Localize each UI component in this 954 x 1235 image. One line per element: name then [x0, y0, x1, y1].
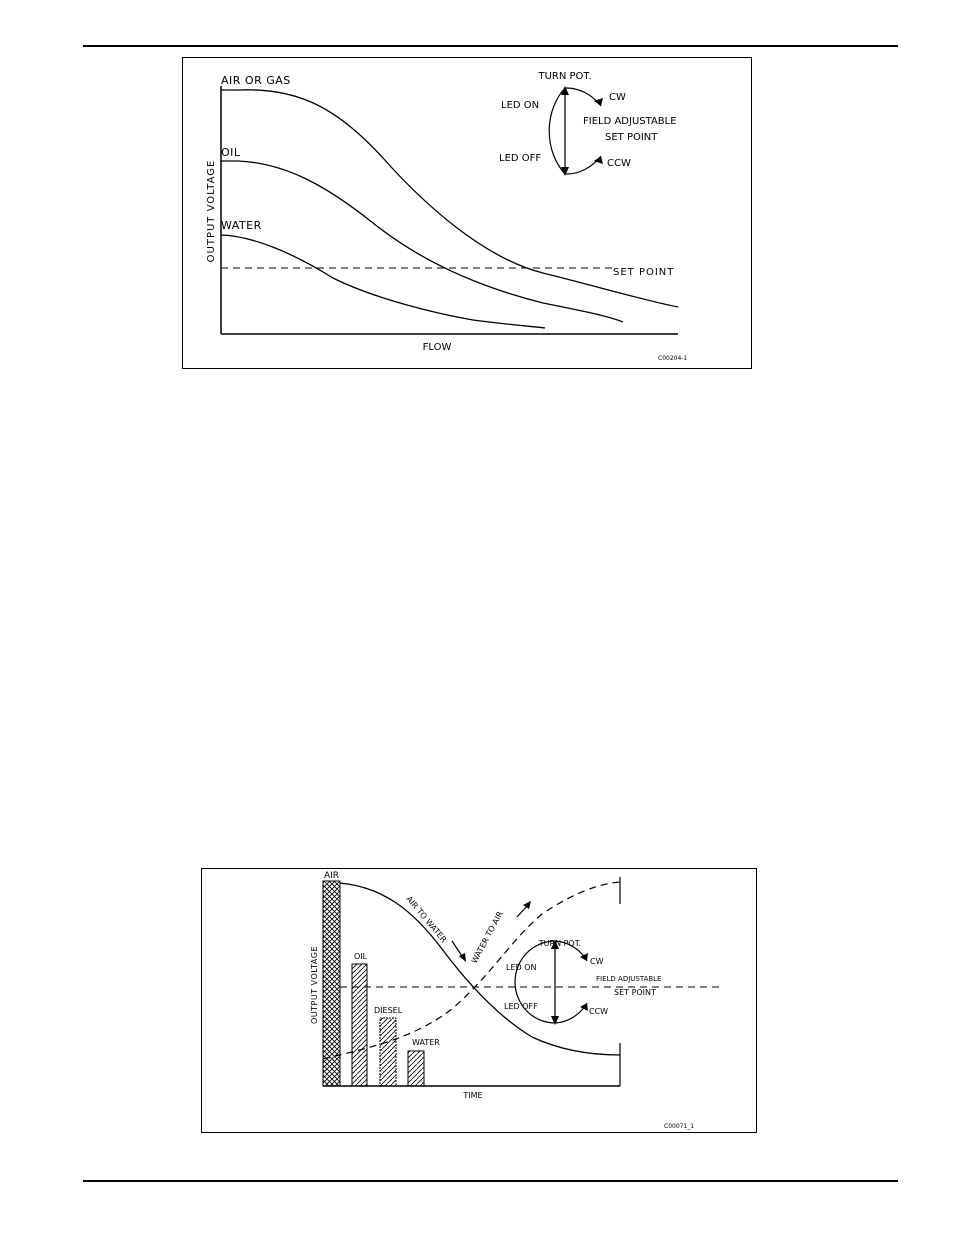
field-adjustable-label: FIELD ADJUSTABLE	[583, 116, 677, 127]
air-bar-label: AIR	[324, 871, 340, 881]
header-rule	[83, 45, 898, 47]
water-to-air-arrowhead	[523, 901, 531, 909]
oil-bar-label: OIL	[354, 952, 368, 961]
led-on-label: LED ON	[501, 100, 540, 111]
turn-pot-diagram	[504, 939, 662, 1025]
water-curve	[221, 235, 545, 328]
x-axis-label: FLOW	[422, 342, 452, 353]
pot-circle-left	[549, 88, 565, 174]
water-to-air-label: WATER TO AIR	[469, 909, 505, 965]
turn-pot-label: TURN POT.	[538, 71, 592, 82]
figure-id: C00204-1	[658, 355, 688, 362]
water-bar	[408, 1051, 424, 1086]
pot-arrow-down	[551, 1016, 559, 1025]
water-curve-label: WATER	[221, 219, 262, 232]
ccw-label: CCW	[607, 158, 631, 169]
ccw-label: CCW	[589, 1007, 609, 1016]
diesel-bar	[380, 1018, 396, 1086]
oil-bar	[352, 964, 367, 1086]
y-axis-label: OUTPUT VOLTAGE	[206, 159, 217, 263]
led-off-label: LED OFF	[504, 1002, 538, 1011]
led-off-label: LED OFF	[499, 153, 542, 164]
pot-set-point-label: SET POINT	[614, 988, 656, 997]
footer-rule	[83, 1180, 898, 1182]
ccw-arrowhead	[580, 1003, 588, 1011]
cw-label: CW	[609, 92, 626, 103]
oil-curve	[221, 161, 623, 322]
turn-pot-label: TURN POT.	[538, 939, 582, 948]
water-bar-label: WATER	[412, 1038, 440, 1047]
figure-id: C00071_1	[664, 1123, 695, 1130]
oil-curve-label: OIL	[221, 146, 241, 159]
time-voltage-figure	[201, 868, 757, 1133]
cw-label: CW	[590, 957, 604, 966]
pot-arc-cw	[565, 88, 601, 106]
cw-arrowhead	[580, 953, 588, 961]
pot-set-point-label: SET POINT	[605, 132, 658, 143]
flow-voltage-figure	[182, 57, 752, 369]
water-to-air-curve	[323, 882, 620, 1059]
time-voltage-diagram	[202, 869, 756, 1132]
air-to-water-arrowhead	[459, 953, 466, 962]
flow-voltage-diagram	[183, 58, 751, 368]
air-to-water-label: AIR TO WATER	[404, 894, 449, 945]
led-on-label: LED ON	[506, 963, 537, 972]
x-axis-label: TIME	[463, 1091, 483, 1100]
field-adjustable-label: FIELD ADJUSTABLE	[596, 975, 662, 983]
diesel-bar-label: DIESEL	[374, 1006, 403, 1015]
pot-arc-ccw	[565, 156, 601, 174]
y-axis-label: OUTPUT VOLTAGE	[310, 946, 319, 1024]
set-point-label: SET POINT	[613, 267, 675, 278]
air-curve-label: AIR OR GAS	[221, 74, 291, 87]
turn-pot-diagram	[499, 71, 677, 176]
